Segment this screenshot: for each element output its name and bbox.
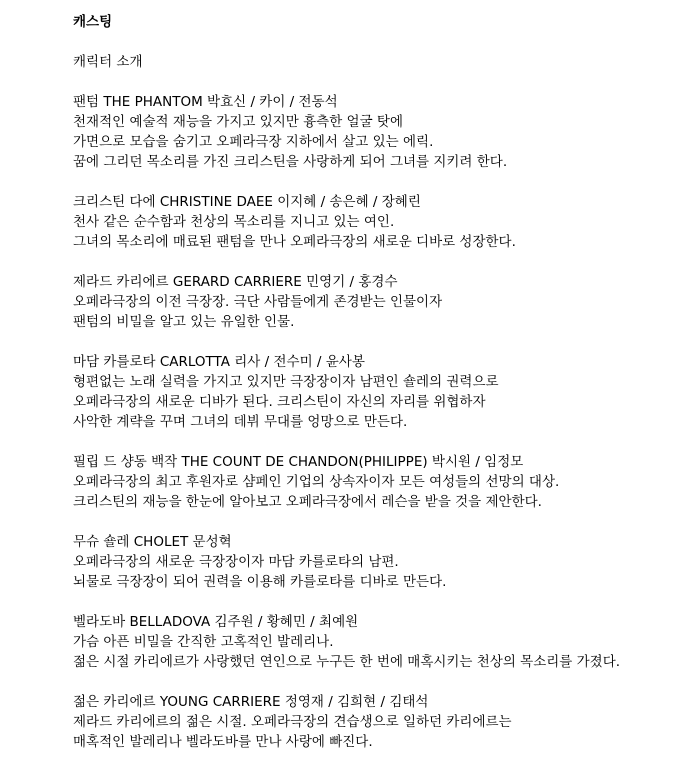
character-description-line: 꿈에 그리던 목소리를 가진 크리스틴을 사랑하게 되어 그녀를 지키려 한다. — [73, 154, 508, 170]
character-description-line: 오페라극장의 이전 극장장. 극단 사람들에게 존경받는 인물이자 — [73, 294, 443, 310]
character-block-philippe — [73, 452, 676, 512]
character-block-belladova — [73, 612, 676, 672]
character-description-line: 천재적인 예술적 재능을 가지고 있지만 흉측한 얼굴 탓에 — [73, 114, 403, 130]
character-description-line: 오페라극장의 최고 후원자로 샴페인 기업의 상속자이자 모든 여성들의 선망의 대상. — [73, 474, 560, 490]
character-block-gerard-carriere — [73, 272, 676, 332]
character-block-cholet — [73, 532, 676, 592]
character-header: 필립 드 샹동 백작 THE COUNT DE CHANDON(PHILIPPE) 박시원 / 임정모 — [73, 454, 524, 470]
character-block-phantom — [73, 92, 676, 172]
character-description-line: 천사 같은 순수함과 천상의 목소리를 지니고 있는 여인. — [73, 214, 395, 230]
character-header: 크리스틴 다에 CHRISTINE DAEE 이지혜 / 송은혜 / 장혜린 — [73, 194, 421, 210]
character-header: 젊은 카리에르 YOUNG CARRIERE 정영재 / 김희현 / 김태석 — [73, 694, 429, 710]
character-description-line: 가면으로 모습을 숨기고 오페라극장 지하에서 살고 있는 에릭. — [73, 134, 434, 150]
character-description-line: 가슴 아픈 비밀을 간직한 고혹적인 발레리나. — [73, 634, 334, 650]
character-header: 제라드 카리에르 GERARD CARRIERE 민영기 / 홍경수 — [73, 274, 398, 290]
character-header: 마담 카를로타 CARLOTTA 리사 / 전수미 / 윤사봉 — [73, 354, 365, 370]
character-description-line: 팬텀의 비밀을 알고 있는 유일한 인물. — [73, 314, 295, 330]
character-description-line: 오페라극장의 새로운 극장장이자 마담 카를로타의 남편. — [73, 554, 399, 570]
character-description-line: 뇌물로 극장장이 되어 권력을 이용해 카를로타를 디바로 만든다. — [73, 574, 447, 590]
character-header: 무슈 숄레 CHOLET 문성혁 — [73, 534, 232, 550]
character-block-young-carriere — [73, 692, 676, 752]
character-description-line: 오페라극장의 새로운 디바가 된다. 크리스틴이 자신의 자리를 위협하자 — [73, 394, 486, 410]
character-description-line: 제라드 카리에르의 젊은 시절. 오페라극장의 견습생으로 일하던 카리에르는 — [73, 714, 512, 730]
character-block-carlotta — [73, 352, 676, 432]
character-header: 팬텀 THE PHANTOM 박효신 / 카이 / 전동석 — [73, 94, 338, 110]
character-description-line: 매혹적인 발레리나 벨라도바를 만나 사랑에 빠진다. — [73, 734, 373, 750]
character-block-christine — [73, 192, 676, 252]
character-description-line: 사악한 계략을 꾸며 그녀의 데뷔 무대를 엉망으로 만든다. — [73, 414, 408, 430]
document-title: 캐스팅 — [73, 14, 113, 30]
character-description-line: 크리스틴의 재능을 한눈에 알아보고 오페라극장에서 레슨을 받을 것을 제안한다. — [73, 494, 542, 510]
section-heading: 캐릭터 소개 — [73, 54, 143, 70]
character-header: 벨라도바 BELLADOVA 김주원 / 황혜민 / 최예원 — [73, 614, 359, 630]
character-description-line: 그녀의 목소리에 매료된 팬텀을 만나 오페라극장의 새로운 디바로 성장한다. — [73, 234, 516, 250]
character-description-line: 형편없는 노래 실력을 가지고 있지만 극장장이자 남편인 숄레의 권력으로 — [73, 374, 499, 390]
character-description-line: 젊은 시절 카리에르가 사랑했던 연인으로 누구든 한 번에 매혹시키는 천상의 목소리를 가졌다. — [73, 654, 621, 670]
